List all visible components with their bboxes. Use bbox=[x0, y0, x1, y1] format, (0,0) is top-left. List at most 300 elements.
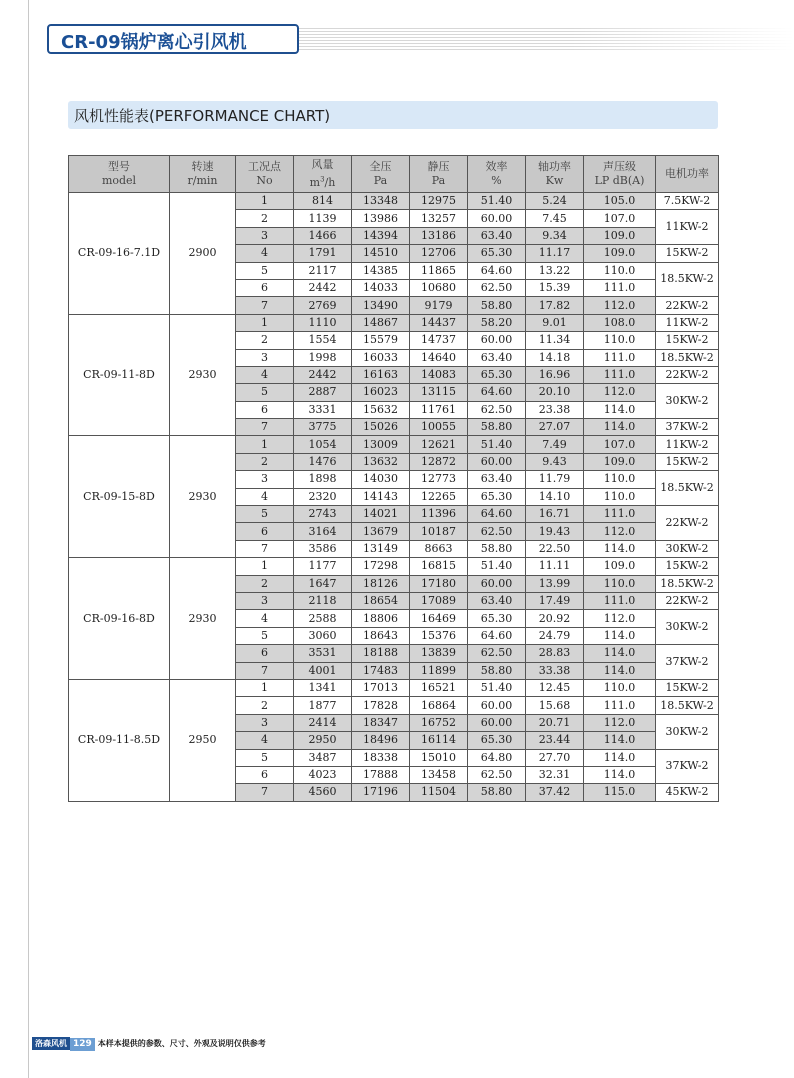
total-pressure-cell: 16023 bbox=[352, 384, 410, 401]
shaft-power-cell: 24.79 bbox=[526, 627, 584, 644]
point-cell: 3 bbox=[236, 349, 294, 366]
total-pressure-cell: 14021 bbox=[352, 506, 410, 523]
sound-level-cell: 112.0 bbox=[584, 610, 656, 627]
shaft-power-cell: 12.45 bbox=[526, 679, 584, 696]
shaft-power-cell: 13.22 bbox=[526, 262, 584, 279]
flow-cell: 1647 bbox=[294, 575, 352, 592]
flow-cell: 1177 bbox=[294, 558, 352, 575]
sound-level-cell: 109.0 bbox=[584, 245, 656, 262]
header-sound-level: 声压级 LP dB(A) bbox=[584, 156, 656, 193]
flow-cell: 3060 bbox=[294, 627, 352, 644]
motor-power-cell: 7.5KW-2 bbox=[656, 193, 719, 210]
static-pressure-cell: 14640 bbox=[410, 349, 468, 366]
sound-level-cell: 110.0 bbox=[584, 332, 656, 349]
sound-level-cell: 114.0 bbox=[584, 540, 656, 557]
point-cell: 3 bbox=[236, 227, 294, 244]
total-pressure-cell: 18126 bbox=[352, 575, 410, 592]
motor-power-cell: 15KW-2 bbox=[656, 679, 719, 696]
shaft-power-cell: 33.38 bbox=[526, 662, 584, 679]
total-pressure-cell: 17298 bbox=[352, 558, 410, 575]
motor-power-cell: 30KW-2 bbox=[656, 540, 719, 557]
sound-level-cell: 110.0 bbox=[584, 488, 656, 505]
flow-cell: 4560 bbox=[294, 784, 352, 801]
table-row bbox=[69, 193, 719, 210]
flow-cell: 3531 bbox=[294, 645, 352, 662]
efficiency-cell: 65.30 bbox=[468, 488, 526, 505]
page-footer bbox=[32, 1037, 266, 1050]
total-pressure-cell: 18643 bbox=[352, 627, 410, 644]
flow-cell: 3331 bbox=[294, 401, 352, 418]
efficiency-cell: 51.40 bbox=[468, 558, 526, 575]
total-pressure-cell: 18188 bbox=[352, 645, 410, 662]
shaft-power-cell: 17.49 bbox=[526, 592, 584, 609]
flow-cell: 2588 bbox=[294, 610, 352, 627]
motor-power-cell: 22KW-2 bbox=[656, 506, 719, 541]
static-pressure-cell: 15010 bbox=[410, 749, 468, 766]
flow-cell: 814 bbox=[294, 193, 352, 210]
point-cell: 6 bbox=[236, 766, 294, 783]
static-pressure-cell: 9179 bbox=[410, 297, 468, 314]
efficiency-cell: 64.60 bbox=[468, 627, 526, 644]
point-cell: 3 bbox=[236, 471, 294, 488]
total-pressure-cell: 18806 bbox=[352, 610, 410, 627]
motor-power-cell: 18.5KW-2 bbox=[656, 697, 719, 714]
efficiency-cell: 65.30 bbox=[468, 732, 526, 749]
motor-power-cell: 22KW-2 bbox=[656, 297, 719, 314]
flow-cell: 2118 bbox=[294, 592, 352, 609]
motor-power-cell: 18.5KW-2 bbox=[656, 262, 719, 297]
sound-level-cell: 111.0 bbox=[584, 506, 656, 523]
shaft-power-cell: 37.42 bbox=[526, 784, 584, 801]
flow-cell: 1554 bbox=[294, 332, 352, 349]
efficiency-cell: 51.40 bbox=[468, 436, 526, 453]
sound-level-cell: 110.0 bbox=[584, 471, 656, 488]
shaft-power-cell: 11.34 bbox=[526, 332, 584, 349]
shaft-power-cell: 11.17 bbox=[526, 245, 584, 262]
efficiency-cell: 58.80 bbox=[468, 419, 526, 436]
static-pressure-cell: 12975 bbox=[410, 193, 468, 210]
header-shaft-power: 轴功率 Kw bbox=[526, 156, 584, 193]
motor-power-cell: 30KW-2 bbox=[656, 714, 719, 749]
total-pressure-cell: 13149 bbox=[352, 540, 410, 557]
total-pressure-cell: 18654 bbox=[352, 592, 410, 609]
motor-power-cell: 18.5KW-2 bbox=[656, 575, 719, 592]
table-row bbox=[69, 558, 719, 575]
static-pressure-cell: 12621 bbox=[410, 436, 468, 453]
flow-cell: 1898 bbox=[294, 471, 352, 488]
point-cell: 2 bbox=[236, 575, 294, 592]
static-pressure-cell: 11899 bbox=[410, 662, 468, 679]
shaft-power-cell: 22.50 bbox=[526, 540, 584, 557]
sound-level-cell: 111.0 bbox=[584, 366, 656, 383]
flow-cell: 4023 bbox=[294, 766, 352, 783]
static-pressure-cell: 12872 bbox=[410, 453, 468, 470]
efficiency-cell: 62.50 bbox=[468, 645, 526, 662]
efficiency-cell: 65.30 bbox=[468, 610, 526, 627]
static-pressure-cell: 16114 bbox=[410, 732, 468, 749]
efficiency-cell: 62.50 bbox=[468, 523, 526, 540]
sound-level-cell: 114.0 bbox=[584, 662, 656, 679]
sound-level-cell: 114.0 bbox=[584, 766, 656, 783]
sound-level-cell: 109.0 bbox=[584, 558, 656, 575]
flow-cell: 3164 bbox=[294, 523, 352, 540]
footer-note: 本样本提供的参数、尺寸、外观及说明仅供参考 bbox=[97, 1039, 266, 1048]
static-pressure-cell: 13839 bbox=[410, 645, 468, 662]
flow-cell: 1139 bbox=[294, 210, 352, 227]
shaft-power-cell: 13.99 bbox=[526, 575, 584, 592]
flow-cell: 2442 bbox=[294, 279, 352, 296]
efficiency-cell: 62.50 bbox=[468, 401, 526, 418]
flow-cell: 1054 bbox=[294, 436, 352, 453]
flow-cell: 4001 bbox=[294, 662, 352, 679]
static-pressure-cell: 11761 bbox=[410, 401, 468, 418]
efficiency-cell: 60.00 bbox=[468, 210, 526, 227]
header-motor-power: 电机功率 bbox=[656, 156, 719, 193]
model-cell: CR-09-16-8D bbox=[69, 558, 170, 680]
total-pressure-cell: 13986 bbox=[352, 210, 410, 227]
efficiency-cell: 60.00 bbox=[468, 575, 526, 592]
point-cell: 7 bbox=[236, 784, 294, 801]
efficiency-cell: 60.00 bbox=[468, 453, 526, 470]
speed-cell: 2950 bbox=[170, 679, 236, 801]
static-pressure-cell: 11396 bbox=[410, 506, 468, 523]
efficiency-cell: 58.80 bbox=[468, 662, 526, 679]
point-cell: 4 bbox=[236, 488, 294, 505]
total-pressure-cell: 14030 bbox=[352, 471, 410, 488]
total-pressure-cell: 13490 bbox=[352, 297, 410, 314]
total-pressure-cell: 14385 bbox=[352, 262, 410, 279]
static-pressure-cell: 10055 bbox=[410, 419, 468, 436]
static-pressure-cell: 17180 bbox=[410, 575, 468, 592]
flow-cell: 1341 bbox=[294, 679, 352, 696]
sound-level-cell: 114.0 bbox=[584, 627, 656, 644]
motor-power-cell: 11KW-2 bbox=[656, 314, 719, 331]
section-title: 风机性能表(PERFORMANCE CHART) bbox=[74, 107, 331, 125]
sound-level-cell: 109.0 bbox=[584, 453, 656, 470]
sound-level-cell: 109.0 bbox=[584, 227, 656, 244]
static-pressure-cell: 16521 bbox=[410, 679, 468, 696]
static-pressure-cell: 13458 bbox=[410, 766, 468, 783]
motor-power-cell: 18.5KW-2 bbox=[656, 471, 719, 506]
sound-level-cell: 110.0 bbox=[584, 262, 656, 279]
point-cell: 6 bbox=[236, 645, 294, 662]
point-cell: 7 bbox=[236, 662, 294, 679]
point-cell: 1 bbox=[236, 679, 294, 696]
efficiency-cell: 51.40 bbox=[468, 679, 526, 696]
flow-cell: 3775 bbox=[294, 419, 352, 436]
sound-level-cell: 112.0 bbox=[584, 384, 656, 401]
total-pressure-cell: 14510 bbox=[352, 245, 410, 262]
motor-power-cell: 45KW-2 bbox=[656, 784, 719, 801]
shaft-power-cell: 27.07 bbox=[526, 419, 584, 436]
total-pressure-cell: 17828 bbox=[352, 697, 410, 714]
sound-level-cell: 112.0 bbox=[584, 523, 656, 540]
shaft-power-cell: 16.96 bbox=[526, 366, 584, 383]
shaft-power-cell: 5.24 bbox=[526, 193, 584, 210]
static-pressure-cell: 13257 bbox=[410, 210, 468, 227]
static-pressure-cell: 10680 bbox=[410, 279, 468, 296]
efficiency-cell: 63.40 bbox=[468, 471, 526, 488]
flow-cell: 2769 bbox=[294, 297, 352, 314]
total-pressure-cell: 17888 bbox=[352, 766, 410, 783]
efficiency-cell: 64.60 bbox=[468, 506, 526, 523]
efficiency-cell: 63.40 bbox=[468, 592, 526, 609]
sound-level-cell: 114.0 bbox=[584, 645, 656, 662]
sound-level-cell: 112.0 bbox=[584, 297, 656, 314]
shaft-power-cell: 32.31 bbox=[526, 766, 584, 783]
page-title: CR-09锅炉离心引风机 bbox=[61, 32, 247, 53]
sound-level-cell: 112.0 bbox=[584, 714, 656, 731]
shaft-power-cell: 9.34 bbox=[526, 227, 584, 244]
efficiency-cell: 64.80 bbox=[468, 749, 526, 766]
point-cell: 6 bbox=[236, 279, 294, 296]
total-pressure-cell: 17483 bbox=[352, 662, 410, 679]
shaft-power-cell: 7.49 bbox=[526, 436, 584, 453]
point-cell: 2 bbox=[236, 453, 294, 470]
efficiency-cell: 58.80 bbox=[468, 540, 526, 557]
total-pressure-cell: 15579 bbox=[352, 332, 410, 349]
flow-cell: 2442 bbox=[294, 366, 352, 383]
page-edge-line bbox=[28, 0, 29, 1078]
point-cell: 2 bbox=[236, 210, 294, 227]
total-pressure-cell: 13632 bbox=[352, 453, 410, 470]
static-pressure-cell: 10187 bbox=[410, 523, 468, 540]
static-pressure-cell: 8663 bbox=[410, 540, 468, 557]
header-speed: 转速 r/min bbox=[170, 156, 236, 193]
table-body bbox=[69, 193, 719, 802]
shaft-power-cell: 20.10 bbox=[526, 384, 584, 401]
shaft-power-cell: 16.71 bbox=[526, 506, 584, 523]
shaft-power-cell: 14.18 bbox=[526, 349, 584, 366]
point-cell: 4 bbox=[236, 610, 294, 627]
shaft-power-cell: 9.43 bbox=[526, 453, 584, 470]
header-efficiency: 效率 % bbox=[468, 156, 526, 193]
model-cell: CR-09-16-7.1D bbox=[69, 193, 170, 315]
shaft-power-cell: 19.43 bbox=[526, 523, 584, 540]
static-pressure-cell: 17089 bbox=[410, 592, 468, 609]
total-pressure-cell: 17196 bbox=[352, 784, 410, 801]
total-pressure-cell: 13679 bbox=[352, 523, 410, 540]
shaft-power-cell: 17.82 bbox=[526, 297, 584, 314]
efficiency-cell: 65.30 bbox=[468, 245, 526, 262]
point-cell: 2 bbox=[236, 332, 294, 349]
efficiency-cell: 51.40 bbox=[468, 193, 526, 210]
static-pressure-cell: 12265 bbox=[410, 488, 468, 505]
shaft-power-cell: 14.10 bbox=[526, 488, 584, 505]
header-static-pressure: 静压 Pa bbox=[410, 156, 468, 193]
motor-power-cell: 15KW-2 bbox=[656, 332, 719, 349]
motor-power-cell: 18.5KW-2 bbox=[656, 349, 719, 366]
model-cell: CR-09-11-8.5D bbox=[69, 679, 170, 801]
total-pressure-cell: 14867 bbox=[352, 314, 410, 331]
speed-cell: 2930 bbox=[170, 558, 236, 680]
total-pressure-cell: 13009 bbox=[352, 436, 410, 453]
shaft-power-cell: 20.92 bbox=[526, 610, 584, 627]
total-pressure-cell: 15632 bbox=[352, 401, 410, 418]
sound-level-cell: 114.0 bbox=[584, 401, 656, 418]
efficiency-cell: 64.60 bbox=[468, 384, 526, 401]
static-pressure-cell: 12773 bbox=[410, 471, 468, 488]
motor-power-cell: 22KW-2 bbox=[656, 592, 719, 609]
motor-power-cell: 15KW-2 bbox=[656, 245, 719, 262]
sound-level-cell: 111.0 bbox=[584, 279, 656, 296]
shaft-power-cell: 7.45 bbox=[526, 210, 584, 227]
motor-power-cell: 37KW-2 bbox=[656, 645, 719, 680]
efficiency-cell: 58.20 bbox=[468, 314, 526, 331]
flow-cell: 2117 bbox=[294, 262, 352, 279]
flow-cell: 2887 bbox=[294, 384, 352, 401]
speed-cell: 2930 bbox=[170, 436, 236, 558]
total-pressure-cell: 16163 bbox=[352, 366, 410, 383]
efficiency-cell: 58.80 bbox=[468, 297, 526, 314]
efficiency-cell: 60.00 bbox=[468, 714, 526, 731]
shaft-power-cell: 9.01 bbox=[526, 314, 584, 331]
static-pressure-cell: 13186 bbox=[410, 227, 468, 244]
point-cell: 5 bbox=[236, 506, 294, 523]
point-cell: 4 bbox=[236, 732, 294, 749]
total-pressure-cell: 14394 bbox=[352, 227, 410, 244]
shaft-power-cell: 23.38 bbox=[526, 401, 584, 418]
section-bar bbox=[68, 101, 718, 129]
efficiency-cell: 62.50 bbox=[468, 766, 526, 783]
sound-level-cell: 108.0 bbox=[584, 314, 656, 331]
table-row bbox=[69, 679, 719, 696]
motor-power-cell: 37KW-2 bbox=[656, 419, 719, 436]
table-row bbox=[69, 436, 719, 453]
point-cell: 1 bbox=[236, 314, 294, 331]
shaft-power-cell: 11.11 bbox=[526, 558, 584, 575]
shaft-power-cell: 15.39 bbox=[526, 279, 584, 296]
motor-power-cell: 30KW-2 bbox=[656, 384, 719, 419]
sound-level-cell: 111.0 bbox=[584, 349, 656, 366]
model-cell: CR-09-15-8D bbox=[69, 436, 170, 558]
point-cell: 5 bbox=[236, 749, 294, 766]
static-pressure-cell: 14437 bbox=[410, 314, 468, 331]
static-pressure-cell: 12706 bbox=[410, 245, 468, 262]
efficiency-cell: 63.40 bbox=[468, 227, 526, 244]
motor-power-cell: 11KW-2 bbox=[656, 210, 719, 245]
point-cell: 3 bbox=[236, 714, 294, 731]
static-pressure-cell: 13115 bbox=[410, 384, 468, 401]
static-pressure-cell: 11865 bbox=[410, 262, 468, 279]
page-header bbox=[47, 24, 299, 54]
efficiency-cell: 62.50 bbox=[468, 279, 526, 296]
shaft-power-cell: 28.83 bbox=[526, 645, 584, 662]
efficiency-cell: 65.30 bbox=[468, 366, 526, 383]
total-pressure-cell: 14033 bbox=[352, 279, 410, 296]
efficiency-cell: 60.00 bbox=[468, 697, 526, 714]
motor-power-cell: 30KW-2 bbox=[656, 610, 719, 645]
flow-cell: 1998 bbox=[294, 349, 352, 366]
point-cell: 1 bbox=[236, 558, 294, 575]
total-pressure-cell: 15026 bbox=[352, 419, 410, 436]
static-pressure-cell: 16469 bbox=[410, 610, 468, 627]
page-number: 129 bbox=[70, 1038, 95, 1051]
header-model: 型号 model bbox=[69, 156, 170, 193]
point-cell: 1 bbox=[236, 193, 294, 210]
speed-cell: 2900 bbox=[170, 193, 236, 315]
flow-cell: 1791 bbox=[294, 245, 352, 262]
header-flow: 风量 $m^3/h$ bbox=[294, 156, 352, 193]
point-cell: 3 bbox=[236, 592, 294, 609]
static-pressure-cell: 16815 bbox=[410, 558, 468, 575]
sound-level-cell: 114.0 bbox=[584, 749, 656, 766]
flow-cell: 3586 bbox=[294, 540, 352, 557]
sound-level-cell: 111.0 bbox=[584, 592, 656, 609]
motor-power-cell: 15KW-2 bbox=[656, 453, 719, 470]
speed-cell: 2930 bbox=[170, 314, 236, 436]
total-pressure-cell: 16033 bbox=[352, 349, 410, 366]
table-row bbox=[69, 314, 719, 331]
sound-level-cell: 110.0 bbox=[584, 679, 656, 696]
point-cell: 7 bbox=[236, 297, 294, 314]
point-cell: 4 bbox=[236, 366, 294, 383]
point-cell: 5 bbox=[236, 384, 294, 401]
sound-level-cell: 115.0 bbox=[584, 784, 656, 801]
sound-level-cell: 110.0 bbox=[584, 575, 656, 592]
motor-power-cell: 22KW-2 bbox=[656, 366, 719, 383]
motor-power-cell: 15KW-2 bbox=[656, 558, 719, 575]
sound-level-cell: 105.0 bbox=[584, 193, 656, 210]
point-cell: 6 bbox=[236, 523, 294, 540]
efficiency-cell: 60.00 bbox=[468, 332, 526, 349]
flow-cell: 1466 bbox=[294, 227, 352, 244]
point-cell: 6 bbox=[236, 401, 294, 418]
total-pressure-cell: 18347 bbox=[352, 714, 410, 731]
sound-level-cell: 114.0 bbox=[584, 732, 656, 749]
shaft-power-cell: 27.70 bbox=[526, 749, 584, 766]
header-total-pressure: 全压 Pa bbox=[352, 156, 410, 193]
header-point: 工况点 No bbox=[236, 156, 294, 193]
flow-cell: 2743 bbox=[294, 506, 352, 523]
sound-level-cell: 114.0 bbox=[584, 419, 656, 436]
sound-level-cell: 111.0 bbox=[584, 697, 656, 714]
flow-cell: 1877 bbox=[294, 697, 352, 714]
point-cell: 1 bbox=[236, 436, 294, 453]
static-pressure-cell: 16864 bbox=[410, 697, 468, 714]
performance-table bbox=[68, 155, 719, 802]
efficiency-cell: 64.60 bbox=[468, 262, 526, 279]
flow-cell: 1476 bbox=[294, 453, 352, 470]
static-pressure-cell: 11504 bbox=[410, 784, 468, 801]
header-decoration bbox=[299, 28, 794, 50]
shaft-power-cell: 11.79 bbox=[526, 471, 584, 488]
motor-power-cell: 11KW-2 bbox=[656, 436, 719, 453]
static-pressure-cell: 16752 bbox=[410, 714, 468, 731]
point-cell: 5 bbox=[236, 627, 294, 644]
point-cell: 5 bbox=[236, 262, 294, 279]
static-pressure-cell: 14083 bbox=[410, 366, 468, 383]
efficiency-cell: 63.40 bbox=[468, 349, 526, 366]
sound-level-cell: 107.0 bbox=[584, 436, 656, 453]
total-pressure-cell: 18338 bbox=[352, 749, 410, 766]
flow-cell: 2414 bbox=[294, 714, 352, 731]
table-header-row bbox=[69, 156, 719, 193]
motor-power-cell: 37KW-2 bbox=[656, 749, 719, 784]
efficiency-cell: 58.80 bbox=[468, 784, 526, 801]
static-pressure-cell: 14737 bbox=[410, 332, 468, 349]
point-cell: 2 bbox=[236, 697, 294, 714]
footer-brand: 洛森风机 bbox=[32, 1037, 70, 1050]
flow-cell: 1110 bbox=[294, 314, 352, 331]
point-cell: 7 bbox=[236, 540, 294, 557]
total-pressure-cell: 18496 bbox=[352, 732, 410, 749]
flow-cell: 2950 bbox=[294, 732, 352, 749]
point-cell: 7 bbox=[236, 419, 294, 436]
static-pressure-cell: 15376 bbox=[410, 627, 468, 644]
shaft-power-cell: 15.68 bbox=[526, 697, 584, 714]
shaft-power-cell: 20.71 bbox=[526, 714, 584, 731]
